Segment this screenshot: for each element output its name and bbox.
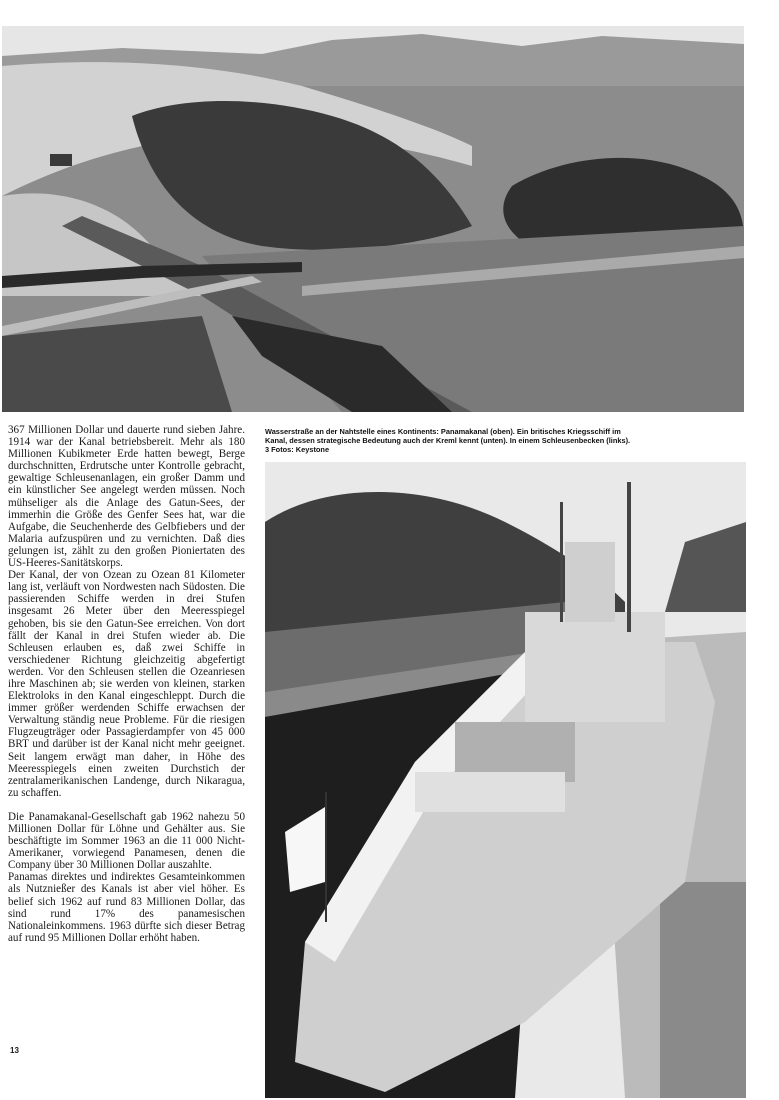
photo-british-warship-in-lock <box>265 462 746 1098</box>
caption-line-2: Kanal, dessen strategische Bedeutung auch der Kreml kennt (unten). In einem Schleusenbecken (links). <box>265 435 631 445</box>
warship-illustration <box>265 462 746 1098</box>
caption-credit: 3 Fotos: Keystone <box>265 444 330 454</box>
paragraph-3: Die Panamakanal-Gesellschaft gab 1962 nahezu 50 Millionen Dollar für Löhne und Gehälter aus. Sie beschäftigte im Sommer 1963 an die 11 000 Nicht-Amerikaner, vorwiegend Panamesen, denen die Company über 30 Millionen Dollar auszahlte. <box>8 810 245 872</box>
paragraph-2: Der Kanal, der von Ozean zu Ozean 81 Kilometer lang ist, verläuft von Nordwesten nach Südosten. Die passierenden Schiffe werden in drei Stufen insgesamt 26 Meter über den Meeresspiegel gehoben, bis sie den Gatun-See erreichen. Von dort fällt der Kanal in drei Stufen wieder ab. Die Schleusen erlauben es, daß zwei Schiffe in verschiedener Richtung gleichzeitig abgefertigt werden. Vor den Schleusen stellen die Ozeanriesen ihre Maschinen ab; sie werden von kleinen, starken Elektroloks in den Kanal eingeschleppt. Durch die immer größer werdenden Schiffe erwachsen der Verwaltung ständig neue Probleme. Für die riesigen Flugzeugträger oder Passagierdampfer von 45 000 BRT und darüber ist der Kanal nicht mehr geeignet. Seit langem erwägt man daher, in Höhe des Meeresspiegels einen zweiten Durchstich der zentralamerikanischen Landenge, durch Nikaragua, zu schaffen. <box>8 569 245 799</box>
canal-aerial-illustration <box>2 26 744 412</box>
photo-panama-canal-aerial <box>2 26 744 412</box>
photo-caption <box>265 428 743 454</box>
paragraph-1: 367 Millionen Dollar und dauerte rund sieben Jahre. 1914 war der Kanal betriebsbereit. Mehr als 180 Millionen Kubikmeter Erde hatten bewegt, Berge durchschnitten, Erdrutsche unter Kontrolle gebracht, gewaltige Schleusenanlagen, ein großer Damm und ein künstlicher See angelegt werden müssen. Noch mühseliger als die Anlage des Gatun-Sees, der immerhin die Größe des Genfer Sees hat, war die Aufgabe, die Seuchenherde des Gelbfiebers und der Malaria aufzuspüren und zu vernichten. Daß dies gelungen ist, zählt zu den großen Pioniertaten des US-Heeres-Sanitätskorps. <box>8 424 245 570</box>
paragraph-4: Panamas direktes und indirektes Gesamteinkommen als Nutznießer des Kanals ist aber viel höher. Es belief sich 1962 auf rund 83 Millionen Dollar, das sind rund 17% des panamesischen Nationaleinkommens. 1963 dürfte sich dieser Betrag auf rund 95 Millionen Dollar erhöht haben. <box>8 871 245 944</box>
caption-line-1: Wasserstraße an der Nahtstelle eines Kontinents: Panamakanal (oben). Ein britisches Kriegsschiff im <box>265 427 621 436</box>
page-number: 13 <box>10 1046 19 1055</box>
article-body <box>8 424 245 944</box>
